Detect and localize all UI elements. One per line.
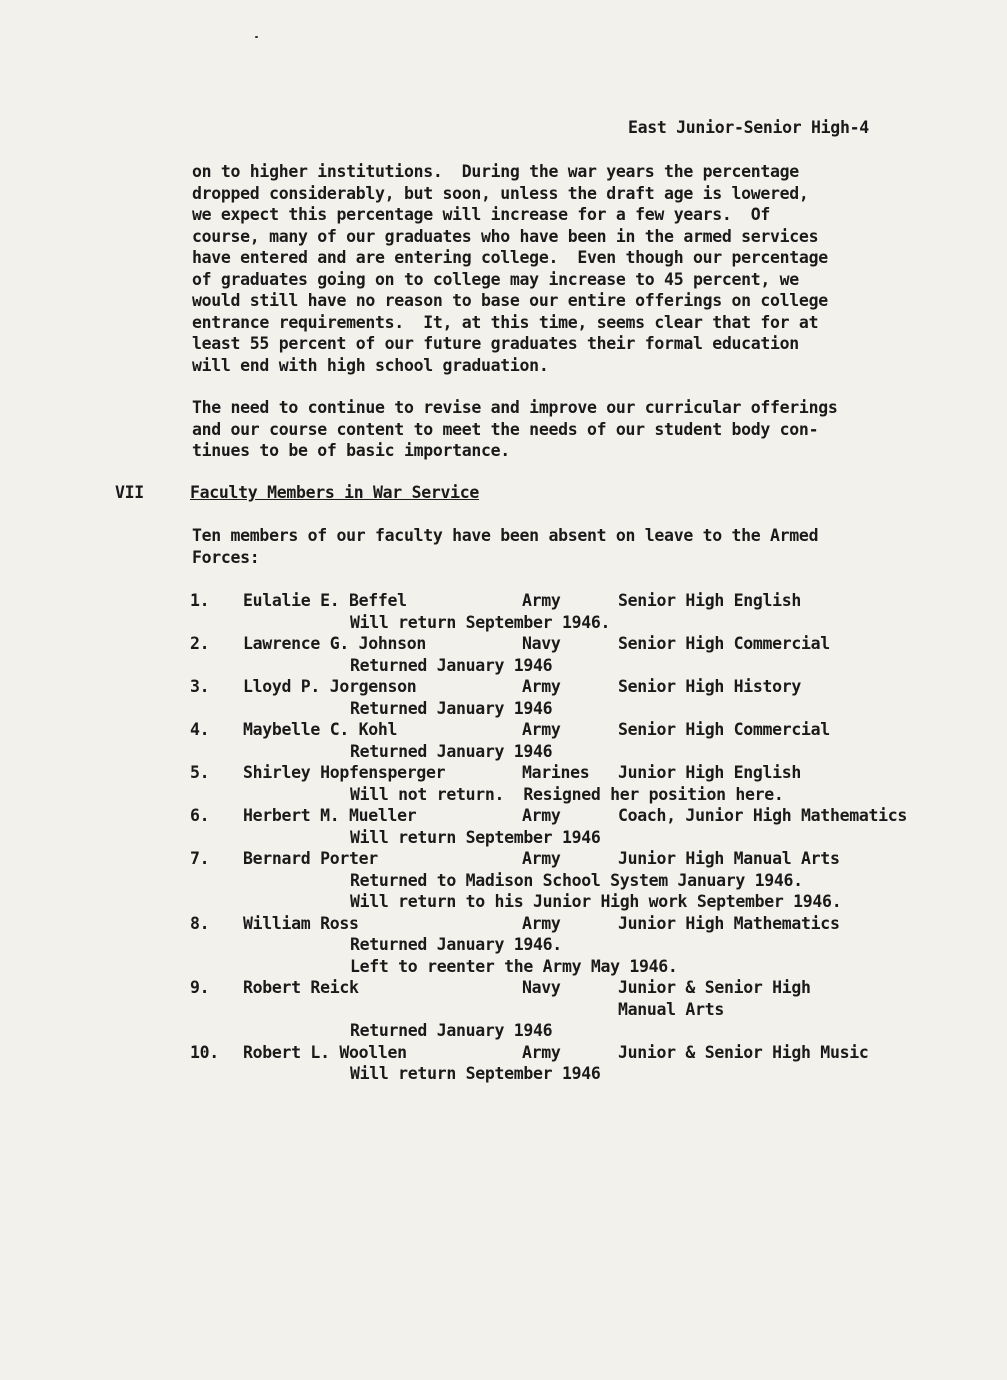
entry-name: Lloyd P. Jorgenson [243,677,417,696]
entry-number: 1. [190,591,210,610]
entry-branch: Navy [522,634,561,653]
entry-branch: Army [522,1042,561,1062]
entry-position: Junior High Manual Arts [618,849,840,868]
paragraph-line: on to higher institutions. During the war years the percentage [192,162,799,181]
entry-name: Shirley Hopfensperger [243,763,446,782]
page-header: East Junior-Senior High-4 [628,118,869,137]
entry-branch: Army [522,849,561,868]
entry-branch: Navy [522,978,561,997]
entry-number: 7. [190,849,210,868]
paragraph-line: we expect this percentage will increase for a few years. Of [192,205,771,224]
entry-note: Returned to Madison School System January 1946. [350,870,803,890]
entry-note: Will return September 1946 [350,827,601,847]
entry-position: Senior High English [618,591,802,610]
entry-note: Left to reenter the Army May 1946. [350,956,678,976]
entry-name: William Ross [243,913,359,933]
entry-branch: Army [522,913,561,933]
intro-line: Forces: [192,547,260,567]
entry-note: Will return to his Junior High work September 1946. [350,892,842,911]
entry-note: Returned January 1946. [350,935,562,954]
entry-note: Returned January 1946 [350,741,553,761]
entry-name: Robert Reick [243,978,359,997]
entry-note: Will return September 1946 [350,1064,601,1083]
paragraph-line: dropped considerably, but soon, unless the draft age is lowered, [192,183,809,203]
entry-number: 6. [190,806,210,825]
entry-position: Senior High History [618,677,802,696]
entry-name: Bernard Porter [243,849,378,868]
entry-number: 3. [190,677,210,696]
entry-position: Coach, Junior High Mathematics [618,806,908,825]
entry-name: Herbert M. Mueller [243,806,417,825]
entry-branch: Marines [522,763,590,782]
entry-branch: Army [522,677,561,696]
entry-number: 4. [190,720,210,739]
entry-note: Returned January 1946 [350,1021,553,1040]
entry-number: 10. [190,1042,219,1062]
paragraph-line: will end with high school graduation. [192,355,549,375]
paragraph-line: The need to continue to revise and improve our curricular offerings [192,398,838,417]
paragraph-line: would still have no reason to base our entire offerings on college [192,291,828,310]
entry-number: 2. [190,634,210,653]
paragraph-line: least 55 percent of our future graduates their formal education [192,334,799,353]
entry-note: Will return September 1946. [350,612,611,632]
entry-note: Returned January 1946 [350,655,553,675]
paragraph-line: and our course content to meet the needs of our student body con- [192,419,819,439]
entry-number: 9. [190,978,210,997]
section-title: Faculty Members in War Service [190,483,480,502]
entry-branch: Army [522,591,561,610]
entry-number: 5. [190,763,210,782]
section-number: VII [115,483,144,502]
entry-position: Senior High Commercial [618,720,830,739]
entry-name: Maybelle C. Kohl [243,720,398,739]
entry-branch: Army [522,720,561,739]
ink-speck [255,36,258,38]
paragraph-line: entrance requirements. It, at this time, seems clear that for at [192,312,819,332]
entry-branch: Army [522,806,561,825]
intro-line: Ten members of our faculty have been absent on leave to the Armed [192,526,819,545]
entry-name: Lawrence G. Johnson [243,634,427,653]
paragraph-line: of graduates going on to college may increase to 45 percent, we [192,269,799,289]
entry-position: Manual Arts [618,999,724,1019]
entry-name: Robert L. Woollen [243,1042,407,1062]
paragraph-line: have entered and are entering college. Even though our percentage [192,248,828,267]
paragraph-line: course, many of our graduates who have been in the armed services [192,226,819,246]
entry-note: Will not return. Resigned her position here. [350,784,784,804]
entry-number: 8. [190,913,210,933]
entry-position: Junior High English [618,763,802,782]
entry-position: Junior & Senior High Music [618,1042,869,1062]
paragraph-line: tinues to be of basic importance. [192,441,510,460]
entry-position: Junior High Mathematics [618,913,840,933]
entry-position: Junior & Senior High [618,978,811,997]
entry-position: Senior High Commercial [618,634,830,653]
entry-note: Returned January 1946 [350,698,553,718]
entry-name: Eulalie E. Beffel [243,591,407,610]
